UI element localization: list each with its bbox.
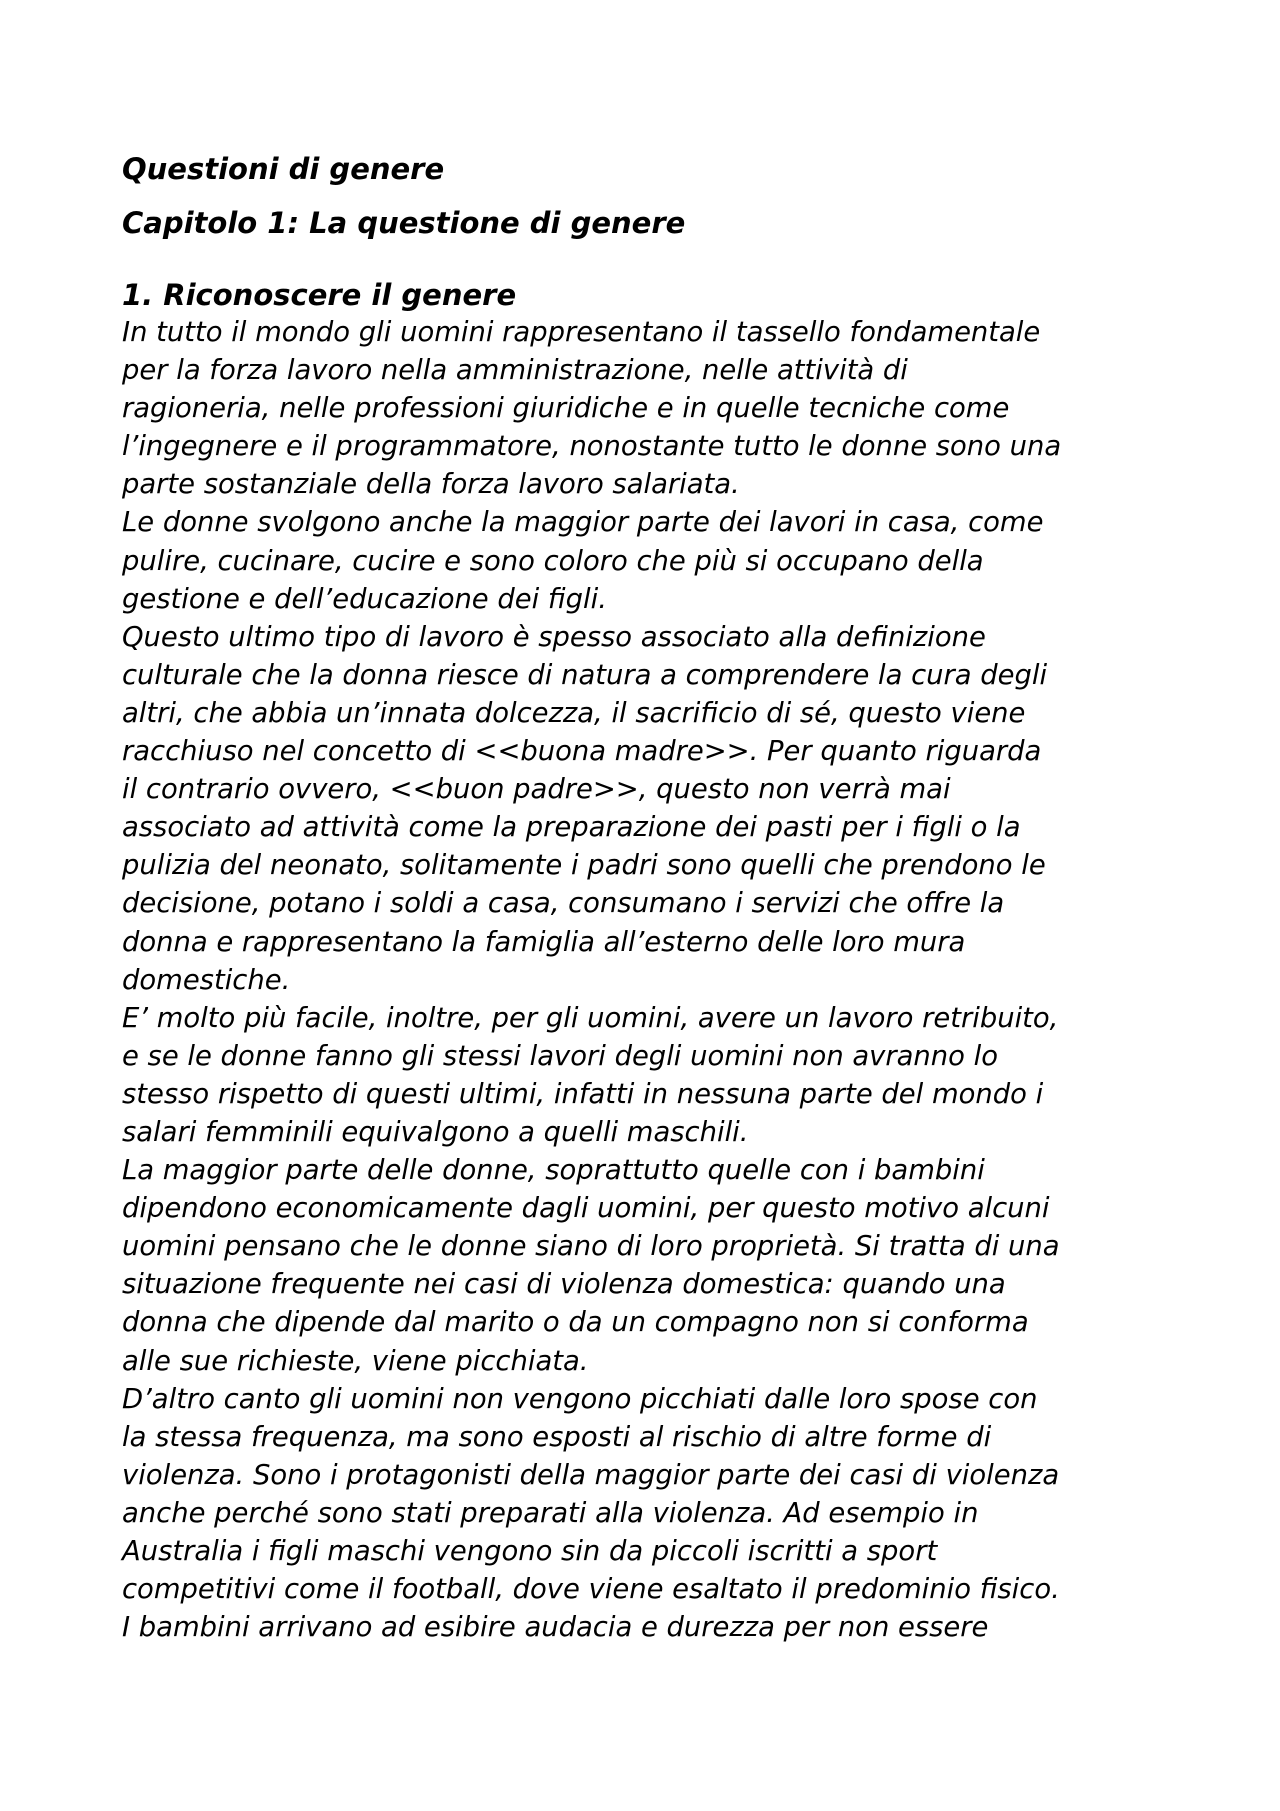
text-line: domestiche. (122, 964, 291, 996)
text-line: pulizia del neonato, solitamente i padri sono quelli che prendono le (122, 850, 1046, 882)
text-line: salari femminili equivalgono a quelli maschili. (122, 1116, 749, 1148)
text-line: racchiuso nel concetto di <<buona madre>>. Per quanto riguarda (122, 736, 1042, 768)
text-line: uomini pensano che le donne siano di loro proprietà. Si tratta di una (122, 1231, 1060, 1263)
text-line: E’ molto più facile, inoltre, per gli uomini, avere un lavoro retribuito, (122, 1002, 1059, 1034)
text-line: altri, che abbia un’innata dolcezza, il sacrificio di sé, questo viene (122, 697, 1026, 729)
text-line: In tutto il mondo gli uomini rappresentano il tassello fondamentale (122, 317, 1041, 348)
text-line: il contrario ovvero, <<buon padre>>, questo non verrà mai (122, 774, 951, 806)
text-line: pulire, cucinare, cucire e sono coloro che più si occupano della (122, 545, 984, 577)
text-line: la stessa frequenza, ma sono esposti al rischio di altre forme di (122, 1421, 992, 1453)
text-line: stesso rispetto di questi ultimi, infatti in nessuna parte del mondo i (122, 1078, 1044, 1110)
text-line: l’ingegnere e il programmatore, nonostante tutto le donne sono una (122, 431, 1062, 463)
text-line: Le donne svolgono anche la maggior parte dei lavori in casa, come (122, 507, 1044, 539)
text-line: I bambini arrivano ad esibire audacia e durezza per non essere (122, 1612, 989, 1644)
text-line: competitivi come il football, dove viene esaltato il predominio fisico. (122, 1574, 1060, 1606)
text-line: decisione, potano i soldi a casa, consumano i servizi che offre la (122, 888, 1005, 920)
text-line: per la forza lavoro nella amministrazione, nelle attività di (122, 355, 908, 387)
text-line: dipendono economicamente dagli uomini, per questo motivo alcuni (122, 1193, 1050, 1225)
text-line: gestione e dell’educazione dei figli. (122, 583, 607, 615)
text-line: alle sue richieste, viene picchiata. (122, 1345, 589, 1377)
text-line: Questo ultimo tipo di lavoro è spesso associato alla definizione (122, 621, 986, 653)
text-line: ragioneria, nelle professioni giuridiche e in quelle tecniche come (122, 393, 1010, 425)
text-line: La maggior parte delle donne, soprattutto quelle con i bambini (122, 1155, 985, 1187)
text-line: culturale che la donna riesce di natura a comprendere la cura degli (122, 659, 1048, 691)
text-line: anche perché sono stati preparati alla violenza. Ad esempio in (122, 1497, 979, 1529)
text-line: parte sostanziale della forza lavoro salariata. (122, 469, 740, 501)
body-text (122, 314, 1182, 1647)
section-title: 1. Riconoscere il genere (122, 278, 517, 312)
text-line: donna e rappresentano la famiglia all’esterno delle loro mura (122, 926, 966, 958)
text-line: e se le donne fanno gli stessi lavori degli uomini non avranno lo (122, 1040, 998, 1072)
document-title: Questioni di genere (122, 152, 445, 186)
document-content (122, 148, 1182, 1647)
chapter-title: Capitolo 1: La questione di genere (122, 206, 686, 240)
text-line: donna che dipende dal marito o da un compagno non si conforma (122, 1307, 1029, 1339)
text-line: violenza. Sono i protagonisti della maggior parte dei casi di violenza (122, 1459, 1060, 1491)
text-line: associato ad attività come la preparazione dei pasti per i figli o la (122, 812, 1021, 844)
text-line: D’altro canto gli uomini non vengono picchiati dalle loro spose con (122, 1383, 1038, 1415)
text-line: situazione frequente nei casi di violenza domestica: quando una (122, 1269, 1006, 1301)
text-line: Australia i figli maschi vengono sin da piccoli iscritti a sport (122, 1536, 938, 1567)
